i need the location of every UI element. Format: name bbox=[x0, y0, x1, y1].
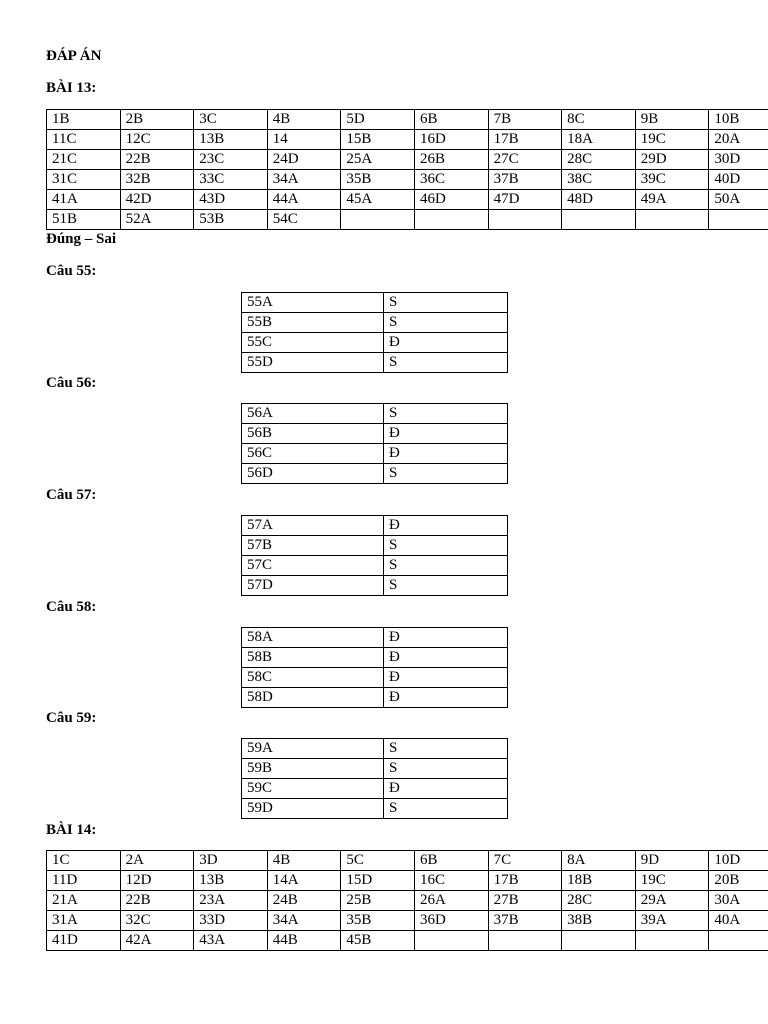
statement-id: 56C bbox=[242, 444, 384, 464]
answer-cell: 7B bbox=[488, 110, 562, 130]
answer-cell: 36C bbox=[414, 170, 488, 190]
answer-cell: 25B bbox=[341, 891, 415, 911]
answer-cell: 20A bbox=[709, 130, 768, 150]
answer-cell: 35B bbox=[341, 170, 415, 190]
answer-cell: 9D bbox=[635, 851, 709, 871]
answer-cell: 29D bbox=[635, 150, 709, 170]
answer-cell: 24B bbox=[267, 891, 341, 911]
statement-id: 57B bbox=[242, 536, 384, 556]
answer-cell: 19C bbox=[635, 130, 709, 150]
statement-id: 57C bbox=[242, 556, 384, 576]
answer-cell: 31C bbox=[47, 170, 121, 190]
answer-cell bbox=[709, 210, 768, 230]
table-row bbox=[47, 110, 768, 130]
statement-id: 56A bbox=[242, 404, 384, 424]
table-row bbox=[47, 150, 768, 170]
answer-cell: 11C bbox=[47, 130, 121, 150]
statement-id: 55D bbox=[242, 353, 384, 373]
question-56-label: Câu 56: bbox=[46, 375, 97, 391]
true-false-answer: S bbox=[384, 556, 508, 576]
question-55-label: Câu 55: bbox=[46, 263, 97, 279]
table-row bbox=[242, 293, 508, 313]
question-56-table bbox=[241, 403, 508, 484]
answer-cell: 5D bbox=[341, 110, 415, 130]
table-row bbox=[242, 779, 508, 799]
answer-cell: 48D bbox=[562, 190, 636, 210]
answer-cell: 31A bbox=[47, 911, 121, 931]
table-row bbox=[242, 333, 508, 353]
true-false-answer: S bbox=[384, 353, 508, 373]
answer-cell: 34A bbox=[267, 170, 341, 190]
table-row bbox=[47, 871, 768, 891]
true-false-answer: Đ bbox=[384, 668, 508, 688]
answer-cell: 8A bbox=[562, 851, 636, 871]
answer-cell: 4B bbox=[267, 851, 341, 871]
answer-cell: 20B bbox=[709, 871, 768, 891]
answer-cell: 1C bbox=[47, 851, 121, 871]
answer-cell: 28C bbox=[562, 891, 636, 911]
answer-cell: 21A bbox=[47, 891, 121, 911]
answer-cell: 9B bbox=[635, 110, 709, 130]
table-row bbox=[47, 911, 768, 931]
statement-id: 58A bbox=[242, 628, 384, 648]
answer-cell: 53B bbox=[194, 210, 268, 230]
question-55-table bbox=[241, 292, 508, 373]
statement-id: 57D bbox=[242, 576, 384, 596]
answer-cell: 22B bbox=[120, 891, 194, 911]
table-row bbox=[242, 313, 508, 333]
answer-cell: 12D bbox=[120, 871, 194, 891]
answer-cell: 49A bbox=[635, 190, 709, 210]
table-row bbox=[242, 516, 508, 536]
answer-cell: 17B bbox=[488, 871, 562, 891]
page-title: ĐÁP ÁN bbox=[46, 48, 102, 64]
table-row bbox=[47, 931, 768, 951]
answer-cell: 21C bbox=[47, 150, 121, 170]
answer-cell: 38B bbox=[562, 911, 636, 931]
answer-cell: 32C bbox=[120, 911, 194, 931]
answer-cell: 23C bbox=[194, 150, 268, 170]
answer-cell bbox=[488, 931, 562, 951]
true-false-answer: Đ bbox=[384, 424, 508, 444]
answer-cell: 23A bbox=[194, 891, 268, 911]
table-row bbox=[242, 576, 508, 596]
answer-cell: 40A bbox=[709, 911, 768, 931]
answer-cell: 45A bbox=[341, 190, 415, 210]
statement-id: 59C bbox=[242, 779, 384, 799]
answer-cell: 10B bbox=[709, 110, 768, 130]
answer-cell: 43A bbox=[194, 931, 268, 951]
answer-cell: 44B bbox=[267, 931, 341, 951]
answer-cell: 11D bbox=[47, 871, 121, 891]
answer-cell: 15B bbox=[341, 130, 415, 150]
answer-cell: 42A bbox=[120, 931, 194, 951]
true-false-answer: Đ bbox=[384, 444, 508, 464]
answer-cell: 16D bbox=[414, 130, 488, 150]
statement-id: 58D bbox=[242, 688, 384, 708]
answer-cell bbox=[488, 210, 562, 230]
question-59-label: Câu 59: bbox=[46, 710, 97, 726]
table-row bbox=[242, 536, 508, 556]
answer-cell: 3D bbox=[194, 851, 268, 871]
answer-cell bbox=[635, 931, 709, 951]
bai-14-answer-table bbox=[46, 850, 768, 951]
answer-cell: 10D bbox=[709, 851, 768, 871]
true-false-answer: Đ bbox=[384, 628, 508, 648]
answer-cell: 44A bbox=[267, 190, 341, 210]
answer-cell: 27C bbox=[488, 150, 562, 170]
table-row bbox=[242, 688, 508, 708]
table-row bbox=[47, 210, 768, 230]
true-false-answer: Đ bbox=[384, 333, 508, 353]
answer-cell: 32B bbox=[120, 170, 194, 190]
table-row bbox=[47, 170, 768, 190]
table-row bbox=[47, 891, 768, 911]
true-false-answer: S bbox=[384, 759, 508, 779]
answer-cell bbox=[341, 210, 415, 230]
answer-cell: 4B bbox=[267, 110, 341, 130]
true-false-answer: Đ bbox=[384, 516, 508, 536]
answer-cell: 52A bbox=[120, 210, 194, 230]
answer-cell bbox=[709, 931, 768, 951]
statement-id: 55C bbox=[242, 333, 384, 353]
answer-cell: 6B bbox=[414, 110, 488, 130]
answer-cell: 37B bbox=[488, 170, 562, 190]
statement-id: 58C bbox=[242, 668, 384, 688]
answer-cell: 3C bbox=[194, 110, 268, 130]
answer-cell: 40D bbox=[709, 170, 768, 190]
answer-cell bbox=[414, 210, 488, 230]
answer-cell: 26A bbox=[414, 891, 488, 911]
statement-id: 55A bbox=[242, 293, 384, 313]
answer-cell: 33C bbox=[194, 170, 268, 190]
bai-13-answer-table bbox=[46, 109, 768, 230]
answer-cell: 50A bbox=[709, 190, 768, 210]
table-row bbox=[242, 739, 508, 759]
answer-cell: 46D bbox=[414, 190, 488, 210]
statement-id: 59B bbox=[242, 759, 384, 779]
answer-cell: 41A bbox=[47, 190, 121, 210]
true-false-answer: S bbox=[384, 576, 508, 596]
question-57-label: Câu 57: bbox=[46, 487, 97, 503]
answer-cell: 5C bbox=[341, 851, 415, 871]
statement-id: 59A bbox=[242, 739, 384, 759]
answer-cell: 1B bbox=[47, 110, 121, 130]
answer-cell: 39C bbox=[635, 170, 709, 190]
table-row bbox=[242, 628, 508, 648]
answer-cell: 41D bbox=[47, 931, 121, 951]
question-57-table bbox=[241, 515, 508, 596]
statement-id: 57A bbox=[242, 516, 384, 536]
statement-id: 58B bbox=[242, 648, 384, 668]
true-false-answer: S bbox=[384, 536, 508, 556]
bai-14-heading: BÀI 14: bbox=[46, 822, 97, 838]
dung-sai-heading: Đúng – Sai bbox=[46, 231, 117, 247]
answer-cell: 39A bbox=[635, 911, 709, 931]
true-false-answer: Đ bbox=[384, 688, 508, 708]
table-row bbox=[242, 648, 508, 668]
answer-cell: 25A bbox=[341, 150, 415, 170]
table-row bbox=[242, 464, 508, 484]
answer-cell: 13B bbox=[194, 871, 268, 891]
table-row bbox=[47, 190, 768, 210]
answer-cell: 43D bbox=[194, 190, 268, 210]
table-row bbox=[242, 404, 508, 424]
answer-cell: 2B bbox=[120, 110, 194, 130]
answer-cell bbox=[562, 210, 636, 230]
answer-cell: 17B bbox=[488, 130, 562, 150]
question-59-table bbox=[241, 738, 508, 819]
table-row bbox=[242, 759, 508, 779]
true-false-answer: S bbox=[384, 313, 508, 333]
answer-cell: 12C bbox=[120, 130, 194, 150]
answer-cell: 2A bbox=[120, 851, 194, 871]
answer-cell: 29A bbox=[635, 891, 709, 911]
table-row bbox=[242, 556, 508, 576]
answer-cell: 14A bbox=[267, 871, 341, 891]
true-false-answer: Đ bbox=[384, 648, 508, 668]
answer-cell bbox=[414, 931, 488, 951]
answer-cell: 15D bbox=[341, 871, 415, 891]
answer-cell: 34A bbox=[267, 911, 341, 931]
answer-cell: 36D bbox=[414, 911, 488, 931]
answer-cell bbox=[635, 210, 709, 230]
answer-cell: 42D bbox=[120, 190, 194, 210]
table-row bbox=[242, 353, 508, 373]
answer-cell: 18B bbox=[562, 871, 636, 891]
answer-cell: 47D bbox=[488, 190, 562, 210]
answer-cell: 30A bbox=[709, 891, 768, 911]
answer-cell: 19C bbox=[635, 871, 709, 891]
answer-cell: 37B bbox=[488, 911, 562, 931]
statement-id: 59D bbox=[242, 799, 384, 819]
answer-cell: 18A bbox=[562, 130, 636, 150]
answer-cell: 54C bbox=[267, 210, 341, 230]
answer-cell: 27B bbox=[488, 891, 562, 911]
answer-cell bbox=[562, 931, 636, 951]
true-false-answer: S bbox=[384, 464, 508, 484]
answer-cell: 30D bbox=[709, 150, 768, 170]
answer-cell: 33D bbox=[194, 911, 268, 931]
answer-cell: 45B bbox=[341, 931, 415, 951]
table-row bbox=[242, 424, 508, 444]
answer-cell: 35B bbox=[341, 911, 415, 931]
answer-cell: 16C bbox=[414, 871, 488, 891]
bai-13-heading: BÀI 13: bbox=[46, 80, 97, 96]
answer-cell: 24D bbox=[267, 150, 341, 170]
answer-cell: 8C bbox=[562, 110, 636, 130]
true-false-answer: S bbox=[384, 739, 508, 759]
question-58-table bbox=[241, 627, 508, 708]
table-row bbox=[47, 851, 768, 871]
true-false-answer: S bbox=[384, 799, 508, 819]
answer-cell: 51B bbox=[47, 210, 121, 230]
answer-cell: 7C bbox=[488, 851, 562, 871]
answer-cell: 22B bbox=[120, 150, 194, 170]
answer-cell: 13B bbox=[194, 130, 268, 150]
question-58-label: Câu 58: bbox=[46, 599, 97, 615]
true-false-answer: S bbox=[384, 293, 508, 313]
table-row bbox=[242, 444, 508, 464]
answer-cell: 28C bbox=[562, 150, 636, 170]
answer-cell: 26B bbox=[414, 150, 488, 170]
table-row bbox=[242, 799, 508, 819]
answer-cell: 14 bbox=[267, 130, 341, 150]
true-false-answer: Đ bbox=[384, 779, 508, 799]
statement-id: 56B bbox=[242, 424, 384, 444]
table-row bbox=[242, 668, 508, 688]
answer-cell: 6B bbox=[414, 851, 488, 871]
statement-id: 56D bbox=[242, 464, 384, 484]
statement-id: 55B bbox=[242, 313, 384, 333]
answer-cell: 38C bbox=[562, 170, 636, 190]
true-false-answer: S bbox=[384, 404, 508, 424]
table-row bbox=[47, 130, 768, 150]
